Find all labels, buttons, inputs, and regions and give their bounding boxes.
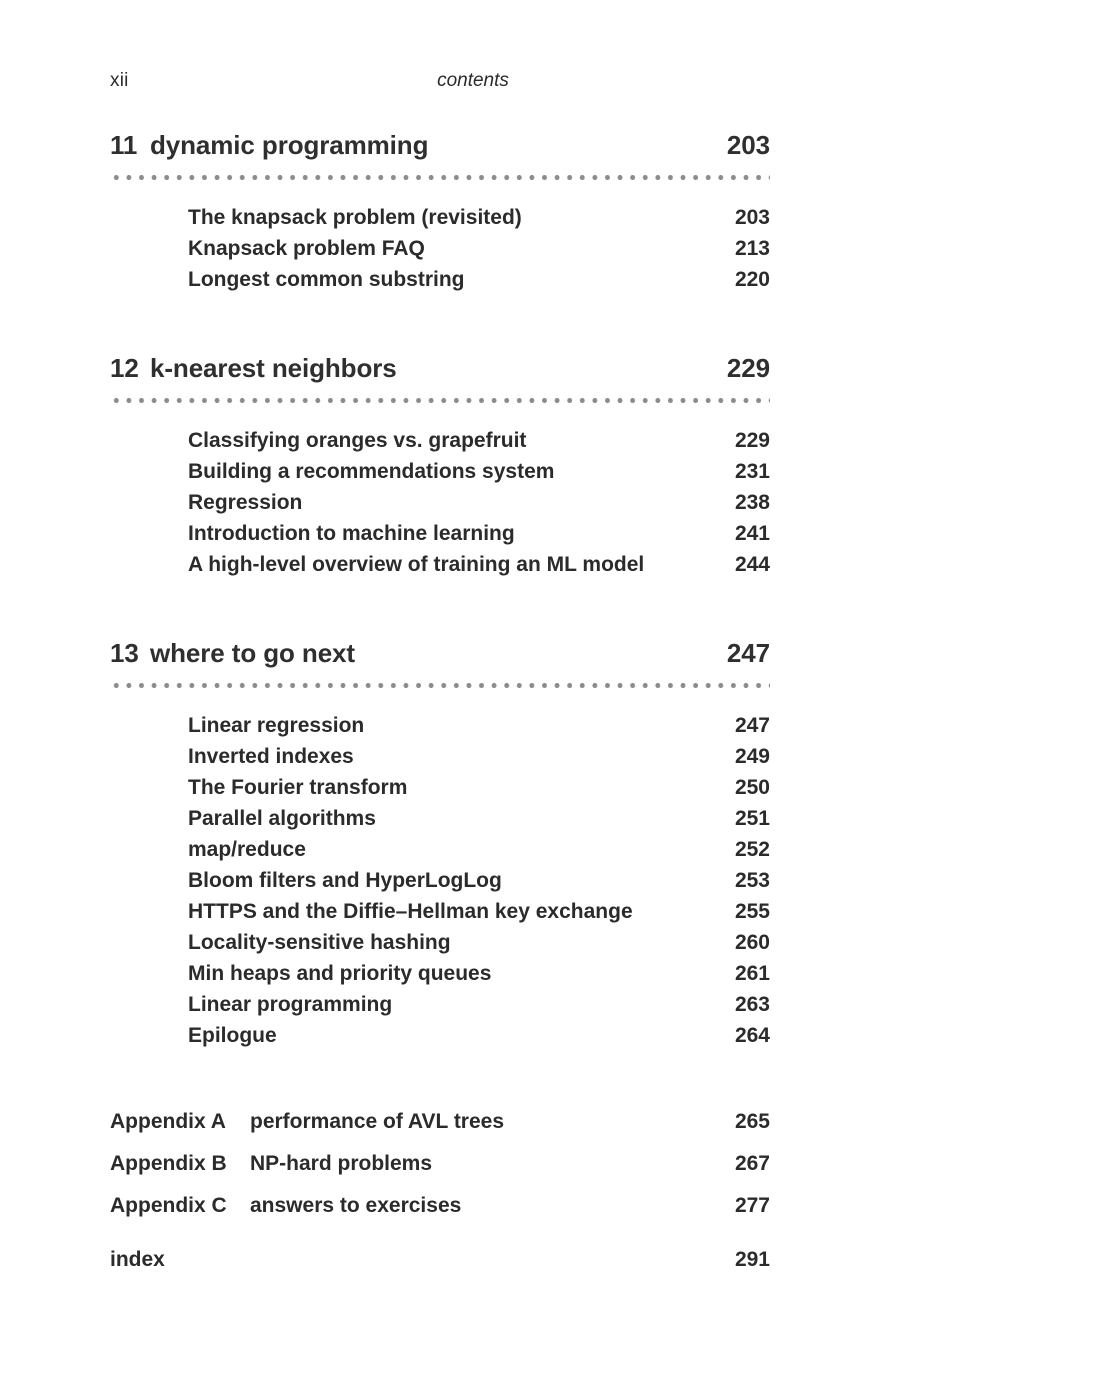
entry-title: Bloom filters and HyperLogLog xyxy=(188,869,502,892)
chapter-number: 13 xyxy=(110,638,139,668)
toc-entry[interactable] xyxy=(110,865,770,896)
appendix-row[interactable] xyxy=(110,1185,770,1227)
toc-entry[interactable] xyxy=(110,1020,770,1051)
appendix-label: Appendix C xyxy=(110,1194,227,1217)
chapter-heading[interactable] xyxy=(110,130,770,161)
entry-title: Introduction to machine learning xyxy=(188,522,515,545)
appendix-page-number: 277 xyxy=(734,1194,770,1217)
appendix-row[interactable] xyxy=(110,1101,770,1143)
toc-entry[interactable] xyxy=(110,425,770,456)
appendix-title: performance of AVL trees xyxy=(250,1110,505,1133)
entry-page-number: 220 xyxy=(734,268,770,291)
entry-page-number: 260 xyxy=(734,931,770,954)
entry-title: A high-level overview of training an ML model xyxy=(188,553,645,576)
entry-title: Longest common substring xyxy=(188,268,465,291)
toc-entry[interactable] xyxy=(110,989,770,1020)
chapter-title: where to go next xyxy=(150,638,355,668)
entry-page-number: 244 xyxy=(734,553,770,576)
entry-title: Building a recommendations system xyxy=(188,460,555,483)
toc-entry[interactable] xyxy=(110,834,770,865)
entry-title: Classifying oranges vs. grapefruit xyxy=(188,429,527,452)
index-title: index xyxy=(110,1248,165,1271)
entry-page-number: 264 xyxy=(734,1024,770,1047)
chapter-number: 11 xyxy=(110,130,138,160)
entry-page-number: 229 xyxy=(734,429,770,452)
chapter-block xyxy=(110,638,770,1051)
index-page-number: 291 xyxy=(734,1248,770,1271)
toc-entry[interactable] xyxy=(110,927,770,958)
entry-title: The knapsack problem (revisited) xyxy=(188,206,522,229)
running-head xyxy=(110,70,770,96)
entry-title: The Fourier transform xyxy=(188,776,408,799)
chapters-container xyxy=(110,130,770,1051)
page-folio: xii xyxy=(110,70,129,91)
entry-title: Inverted indexes xyxy=(188,745,354,768)
chapter-page-number: 229 xyxy=(726,353,770,383)
chapter-title: k-nearest neighbors xyxy=(150,353,397,383)
entry-title: map/reduce xyxy=(188,838,306,861)
entry-page-number: 249 xyxy=(734,745,770,768)
entry-title: Regression xyxy=(188,491,303,514)
entry-page-number: 252 xyxy=(734,838,770,861)
entry-page-number: 241 xyxy=(734,522,770,545)
index-row[interactable] xyxy=(110,1243,770,1277)
entry-page-number: 250 xyxy=(734,776,770,799)
entry-title: Epilogue xyxy=(188,1024,277,1047)
chapter-number: 12 xyxy=(110,353,139,383)
toc-entry[interactable] xyxy=(110,518,770,549)
chapter-entry-list xyxy=(110,202,770,295)
entry-title: Knapsack problem FAQ xyxy=(188,237,425,260)
entry-title: Locality-sensitive hashing xyxy=(188,931,451,954)
entry-title: Linear programming xyxy=(188,993,393,1016)
entry-title: Min heaps and priority queues xyxy=(188,962,492,985)
appendix-title: answers to exercises xyxy=(250,1194,462,1217)
appendix-page-number: 267 xyxy=(734,1152,770,1175)
running-title: contents xyxy=(437,70,509,91)
chapter-entry-list xyxy=(110,710,770,1051)
appendices-container xyxy=(110,1101,770,1227)
toc-entry[interactable] xyxy=(110,233,770,264)
chapter-page-number: 247 xyxy=(726,638,770,668)
chapter-title: dynamic programming xyxy=(150,130,429,160)
entry-title: Parallel algorithms xyxy=(188,807,376,830)
entry-title: HTTPS and the Diffie–Hellman key exchange xyxy=(188,900,633,923)
entry-page-number: 231 xyxy=(734,460,770,483)
toc-entry[interactable] xyxy=(110,896,770,927)
chapter-entry-list xyxy=(110,425,770,580)
toc-entry[interactable] xyxy=(110,741,770,772)
entry-page-number: 238 xyxy=(734,491,770,514)
toc-entry[interactable] xyxy=(110,710,770,741)
appendix-label: Appendix B xyxy=(110,1152,227,1175)
appendix-row[interactable] xyxy=(110,1143,770,1185)
entry-page-number: 263 xyxy=(734,993,770,1016)
appendix-title: NP-hard problems xyxy=(250,1152,433,1175)
toc-entry[interactable] xyxy=(110,803,770,834)
entry-page-number: 255 xyxy=(734,900,770,923)
toc-entry[interactable] xyxy=(110,772,770,803)
table-of-contents xyxy=(110,130,770,1277)
entry-page-number: 251 xyxy=(734,807,770,830)
chapter-heading[interactable] xyxy=(110,353,770,384)
toc-entry[interactable] xyxy=(110,549,770,580)
appendix-label: Appendix A xyxy=(110,1110,226,1133)
toc-entry[interactable] xyxy=(110,264,770,295)
entry-page-number: 253 xyxy=(734,869,770,892)
toc-entry[interactable] xyxy=(110,958,770,989)
entry-page-number: 261 xyxy=(734,962,770,985)
dotted-rule xyxy=(110,398,770,403)
chapter-page-number: 203 xyxy=(726,130,770,160)
entry-title: Linear regression xyxy=(188,714,365,737)
toc-entry[interactable] xyxy=(110,456,770,487)
chapter-block xyxy=(110,353,770,580)
dotted-rule xyxy=(110,683,770,688)
toc-entry[interactable] xyxy=(110,487,770,518)
dotted-rule xyxy=(110,175,770,180)
chapter-block xyxy=(110,130,770,295)
entry-page-number: 213 xyxy=(734,237,770,260)
appendix-page-number: 265 xyxy=(734,1110,770,1133)
toc-entry[interactable] xyxy=(110,202,770,233)
entry-page-number: 203 xyxy=(734,206,770,229)
chapter-heading[interactable] xyxy=(110,638,770,669)
entry-page-number: 247 xyxy=(734,714,770,737)
